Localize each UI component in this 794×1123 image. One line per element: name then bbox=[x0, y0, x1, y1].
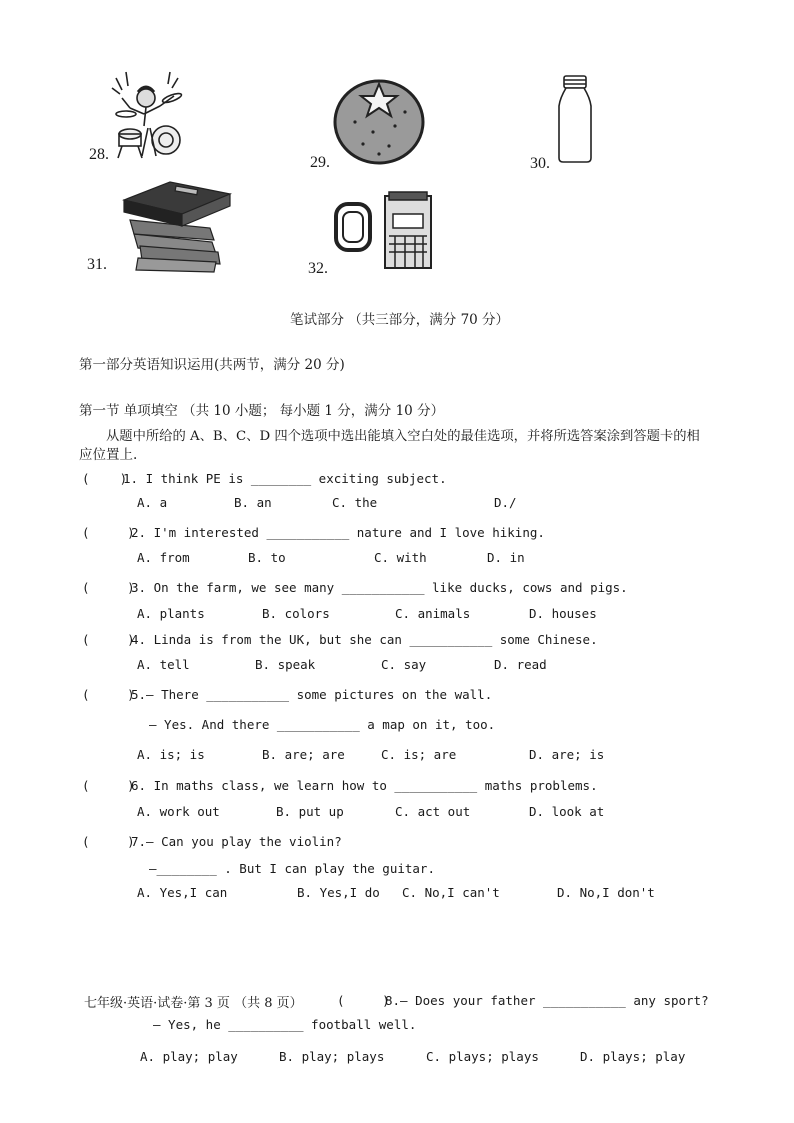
option-b: B. speak bbox=[255, 657, 316, 672]
option-c: C. No,I can't bbox=[402, 885, 500, 900]
option-d: D./ bbox=[494, 495, 517, 510]
orange-fruit-icon bbox=[333, 78, 425, 166]
option-d: D. plays; play bbox=[580, 1049, 686, 1064]
question-text: 5.— There ___________ some pictures on the wall. bbox=[131, 687, 493, 702]
written-section-title: 笔试部分 （共三部分，满分 70 分） bbox=[290, 312, 510, 328]
option-a: A. work out bbox=[137, 804, 220, 819]
option-c: C. animals bbox=[395, 606, 471, 621]
question-text: 6. In maths class, we learn how to ___________ maths problems. bbox=[131, 778, 598, 793]
option-c: C. say bbox=[381, 657, 427, 672]
page-footer: 七年级·英语·试卷·第 3 页 （共 8 页） bbox=[84, 996, 303, 1011]
option-b: B. colors bbox=[262, 606, 330, 621]
option-d: D. No,I don't bbox=[557, 885, 655, 900]
option-a: A. tell bbox=[137, 657, 190, 672]
answer-paren[interactable]: ( ) bbox=[82, 580, 135, 595]
answer-paren[interactable]: ( ) bbox=[82, 778, 135, 793]
drummer-icon bbox=[108, 68, 190, 160]
option-a: A. is; is bbox=[137, 747, 205, 762]
picture-number: 31. bbox=[87, 256, 107, 273]
instruction-line-1: 从题中所给的 A、B、C、D 四个选项中选出能填入空白处的最佳选项，并将所选答案涂到答题卡的相 bbox=[106, 429, 700, 444]
picture-number: 29. bbox=[310, 154, 330, 171]
option-b: B. are; are bbox=[262, 747, 345, 762]
question-text: 3. On the farm, we see many ___________ like ducks, cows and pigs. bbox=[131, 580, 628, 595]
instruction-line-2: 应位置上. bbox=[79, 447, 138, 463]
answer-paren[interactable]: ( ) bbox=[337, 993, 390, 1008]
picture-number: 32. bbox=[308, 260, 328, 277]
option-c: C. act out bbox=[395, 804, 471, 819]
option-a: A. play; play bbox=[140, 1049, 238, 1064]
question-subtext: —________ . But I can play the guitar. bbox=[149, 861, 435, 876]
option-b: B. to bbox=[248, 550, 286, 565]
answer-paren[interactable]: ( ) bbox=[82, 471, 128, 486]
answer-paren[interactable]: ( ) bbox=[82, 632, 135, 647]
question-text: 2. I'm interested ___________ nature and I love hiking. bbox=[131, 525, 545, 540]
ring-and-building-icon bbox=[333, 190, 437, 272]
picture-number: 30. bbox=[530, 155, 550, 172]
option-c: C. with bbox=[374, 550, 427, 565]
option-b: B. play; plays bbox=[279, 1049, 385, 1064]
answer-paren[interactable]: ( ) bbox=[82, 687, 135, 702]
question-text: 7.— Can you play the violin? bbox=[131, 834, 342, 849]
option-d: D. are; is bbox=[529, 747, 605, 762]
option-d: D. houses bbox=[529, 606, 597, 621]
option-c: C. is; are bbox=[381, 747, 457, 762]
option-d: D. in bbox=[487, 550, 525, 565]
picture-number: 28. bbox=[89, 146, 109, 163]
question-text: 8.— Does your father ___________ any sport? bbox=[385, 993, 709, 1008]
question-text: 4. Linda is from the UK, but she can ___________ some Chinese. bbox=[131, 632, 598, 647]
question-subtext: — Yes. And there ___________ a map on it, too. bbox=[149, 717, 496, 732]
option-a: A. Yes,I can bbox=[137, 885, 228, 900]
question-subtext: — Yes, he __________ football well. bbox=[153, 1017, 417, 1032]
option-b: B. Yes,I do bbox=[297, 885, 380, 900]
option-a: A. plants bbox=[137, 606, 205, 621]
milk-bottle-icon bbox=[556, 74, 594, 164]
option-b: B. put up bbox=[276, 804, 344, 819]
book-stack-icon bbox=[120, 180, 235, 274]
answer-paren[interactable]: ( ) bbox=[82, 834, 135, 849]
section-one-title: 第一节 单项填空 （共 10 小题； 每小题 1 分，满分 10 分） bbox=[79, 403, 445, 419]
option-a: A. a bbox=[137, 495, 168, 510]
option-b: B. an bbox=[234, 495, 272, 510]
option-c: C. the bbox=[332, 495, 378, 510]
option-d: D. look at bbox=[529, 804, 605, 819]
question-text: 1. I think PE is ________ exciting subject. bbox=[123, 471, 447, 486]
part-one-title: 第一部分英语知识运用(共两节，满分 20 分) bbox=[79, 357, 345, 373]
option-d: D. read bbox=[494, 657, 547, 672]
option-a: A. from bbox=[137, 550, 190, 565]
option-c: C. plays; plays bbox=[426, 1049, 539, 1064]
answer-paren[interactable]: ( ) bbox=[82, 525, 135, 540]
